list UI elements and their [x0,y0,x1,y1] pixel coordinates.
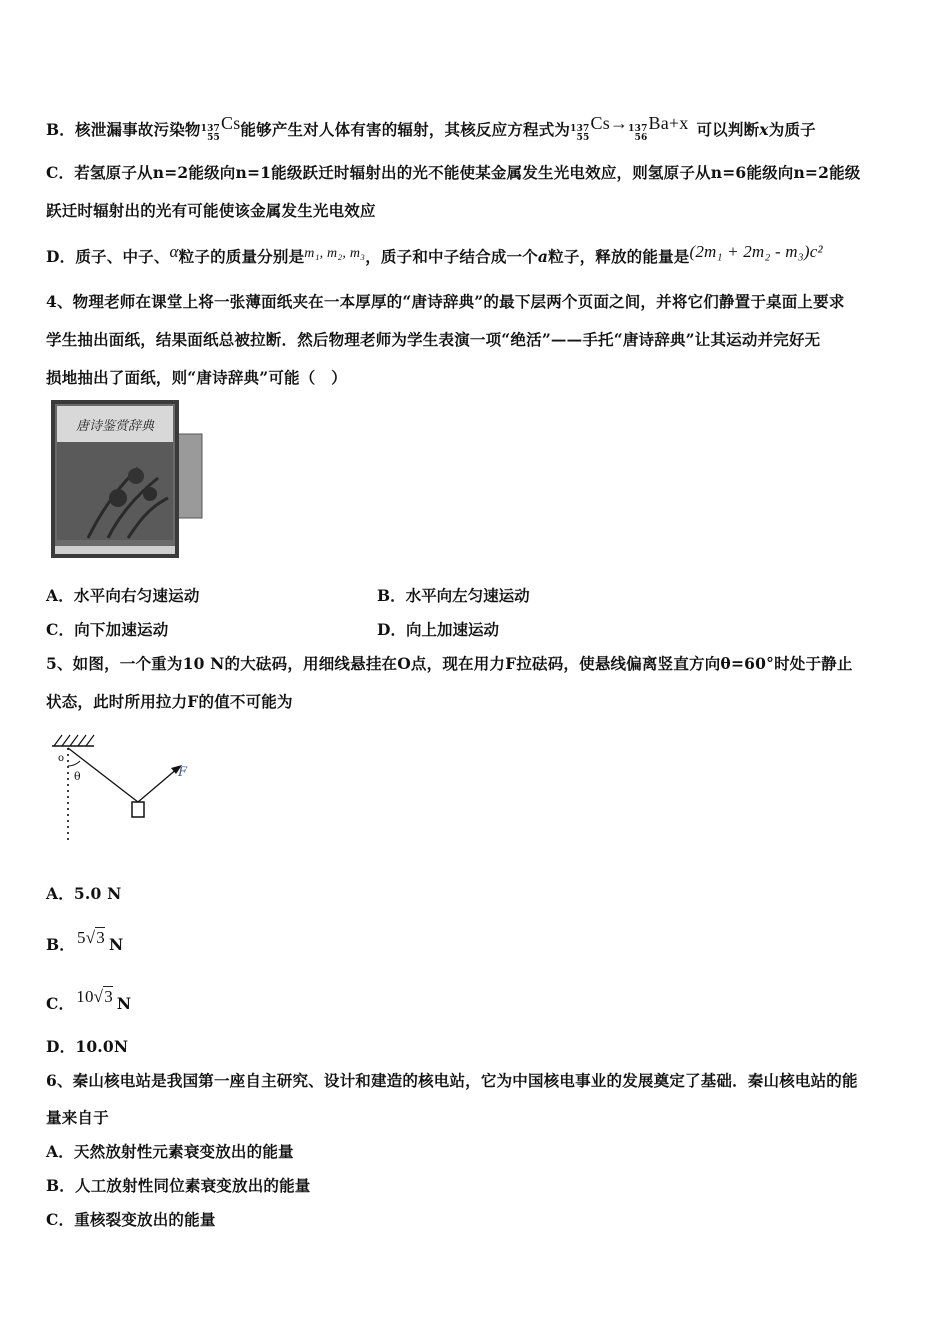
q6-line2: 量来自于 [46,1108,109,1127]
eq-ba-numbers: 137 56 [628,124,648,143]
q5-option-c: C． 10√3 N [46,987,132,1013]
eq-cs-symbol: Cs [590,113,610,133]
q6-option-a: A．天然放射性元素衰变放出的能量 [46,1142,294,1161]
q6-option-c: C．重核裂变放出的能量 [46,1210,216,1229]
cs-symbol: Cs [221,113,241,133]
pendulum-figure [46,730,206,850]
q6-option-b: B．人工放射性同位素衰变放出的能量 [46,1176,311,1195]
var-x: x [759,120,769,139]
option-d-line: D．质子、中子、α粒子的质量分别是m₁, m₂, m₃，质子和中子结合成一个a粒子，释放的能量是(2m₁ + 2m₂ - m₃)c² [46,242,823,266]
q4-option-a: A．水平向右匀速运动 [46,586,200,605]
q4-option-b: B．水平向左匀速运动 [377,586,530,605]
option-c-line2: 跃迁时辐射出的光有可能使该金属发生光电效应 [46,201,376,220]
q5-option-b-value: 5√3 [77,928,105,947]
q6-line1: 6、秦山核电站是我国第一座自主研究、设计和建造的核电站，它为中国核电事业的发展奠定了基础．秦山核电站的能 [46,1071,858,1090]
ceiling-hatch [54,735,94,746]
eq-cs-numbers: 137 55 [570,124,590,143]
option-b-text-post: 可以判断 [696,120,760,139]
dictionary-photo [48,398,204,560]
theta-label: θ [74,770,81,783]
option-b-line [46,113,816,143]
q4-line1: 4、物理老师在课堂上将一张薄面纸夹在一本厚厚的“唐诗辞典”的最下层两个页面之间，并将它们静置于桌面上要求 [46,292,845,311]
q4-option-d: D．向上加速运动 [377,620,499,639]
q4-line3: 损地抽出了面纸，则“唐诗辞典”可能（ ） [46,368,347,387]
angle-arc [68,761,80,766]
reaction-arrow: → [609,113,629,133]
force-line [138,768,178,802]
q4-line2: 学生抽出面纸，结果面纸总被拉断．然后物理老师为学生表演一项“绝活”——手托“唐诗辞典”让其运动并完好无 [46,330,821,349]
q5-option-b: B． 5√3 N [46,928,124,954]
eq-ba-symbol: Ba+x [648,113,689,133]
dictionary-image [48,398,204,560]
weight-block [132,802,144,817]
option-b-text-end: 为质子 [768,120,816,139]
q5-option-d: D．10.0N [46,1037,129,1056]
alpha-symbol: α [169,242,179,261]
force-label: F [178,765,188,780]
q5-option-a: A．5.0 N [46,884,122,903]
option-b-text-mid: 能够产生对人体有害的辐射，其核反应方程式为 [240,120,571,139]
q5-option-c-value: 10√3 [76,987,113,1006]
option-c-line1: C．若氢原子从n=2能级向n=1能级跃迁时辐射出的光不能使某金属发生光电效应，则氢原子从n=6能级向n=2能级 [46,163,861,182]
q5-line1: 5、如图，一个重为10 N的大砝码，用细线悬挂在O点，现在用力F拉砝码，使悬线偏离竖直方向θ=60°时处于静止 [46,654,853,673]
option-b-text: B．核泄漏事故污染物 [46,120,201,139]
masses-expr: m₁, m₂, m₃ [304,246,366,261]
energy-expr: (2m₁ + 2m₂ - m₃)c² [689,242,823,261]
q5-line2: 状态，此时所用拉力F的值不可能为 [46,692,293,711]
point-o-label: o [58,753,65,764]
cs-isotope-numbers: 137 55 [200,124,220,143]
book-title: 唐诗鉴赏辞典 [75,419,155,434]
q4-option-c: C．向下加速运动 [46,620,169,639]
